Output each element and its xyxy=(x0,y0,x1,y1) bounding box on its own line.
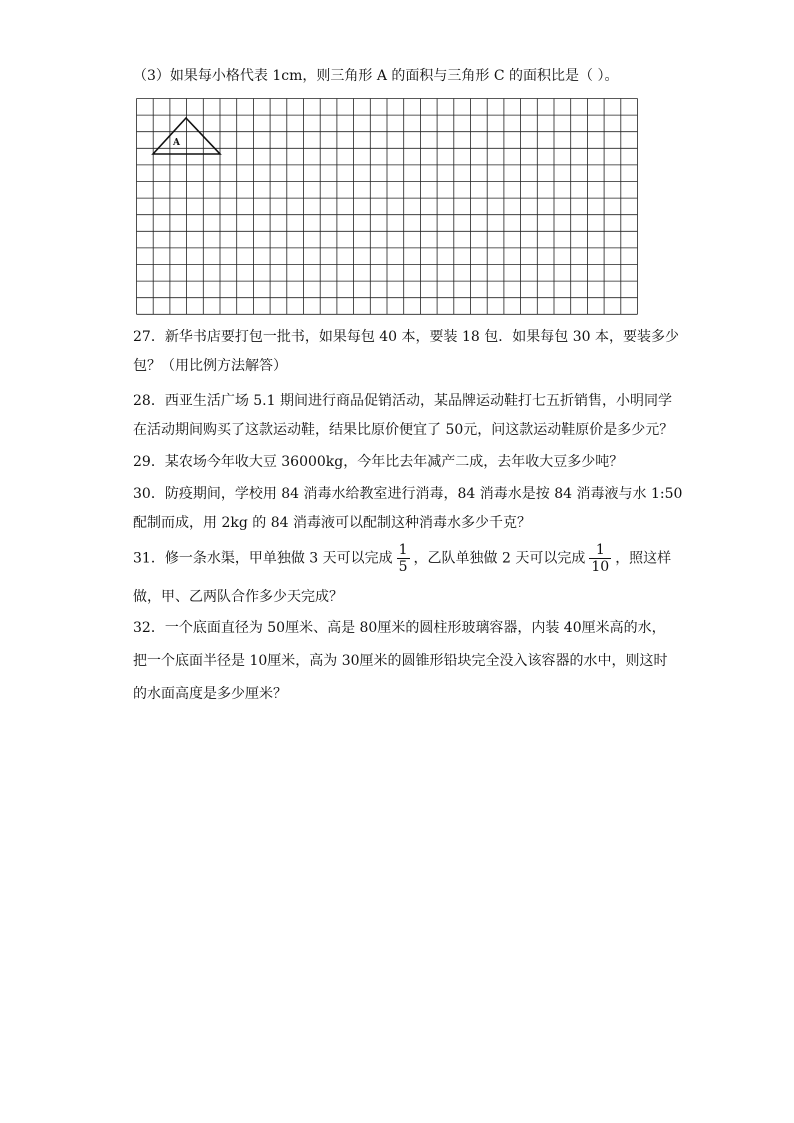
question-31-line-2: 做，甲、乙两队合作多少天完成？ xyxy=(133,589,343,605)
question-31-part-2: ，乙队单独做 2 天可以完成 xyxy=(413,550,586,567)
question-3-text: （3）如果每小格代表 1cm，则三角形 A 的面积与三角形 C 的面积比是（ ）。 xyxy=(133,68,619,84)
fraction-one-tenth-numerator: 1 xyxy=(589,542,611,559)
question-28-line-1: 28．西亚生活广场 5.1 期间进行商品促销活动，某品牌运动鞋打七五折销售，小明同学 xyxy=(133,393,672,409)
triangle-a-label: A xyxy=(173,138,180,148)
question-27-line-2: 包？（用比例方法解答） xyxy=(133,358,287,374)
question-32-line-2: 把一个底面半径是 10厘米，高为 30厘米的圆锥形铅块完全没入该容器的水中，则这时 xyxy=(133,653,668,669)
fraction-one-fifth xyxy=(397,542,410,575)
question-28-line-2: 在活动期间购买了这款运动鞋，结果比原价便宜了 50元，问这款运动鞋原价是多少元？ xyxy=(133,422,674,438)
question-30-line-1: 30．防疫期间，学校用 84 消毒水给教室进行消毒，84 消毒水是按 84 消毒液与水 1:50 xyxy=(133,486,683,502)
fraction-one-fifth-denominator: 5 xyxy=(398,559,408,575)
question-31-line-1 xyxy=(133,542,671,575)
fraction-one-fifth-numerator: 1 xyxy=(398,542,408,558)
question-27-line-1: 27．新华书店要打包一批书，如果每包 40 本，要装 18 包．如果每包 30 本，要装多少 xyxy=(133,329,679,345)
question-32-line-1: 32．一个底面直径为 50厘米、高是 80厘米的圆柱形玻璃容器，内装 40厘米高的水， xyxy=(133,620,666,636)
square-grid xyxy=(136,98,638,315)
question-31-part-1: 31．修一条水渠，甲单独做 3 天可以完成 xyxy=(133,550,393,567)
question-29-line-1: 29．某农场今年收大豆 36000kg，今年比去年减产二成，去年收大豆多少吨？ xyxy=(133,454,624,470)
question-32-line-3: 的水面高度是多少厘米？ xyxy=(133,686,287,702)
question-31-part-3: ，照这样 xyxy=(615,550,672,567)
fraction-one-tenth xyxy=(589,542,611,575)
fraction-one-tenth-denominator: 10 xyxy=(591,559,610,575)
question-30-line-2: 配制而成，用 2kg 的 84 消毒液可以配制这种消毒水多少千克？ xyxy=(133,515,531,531)
